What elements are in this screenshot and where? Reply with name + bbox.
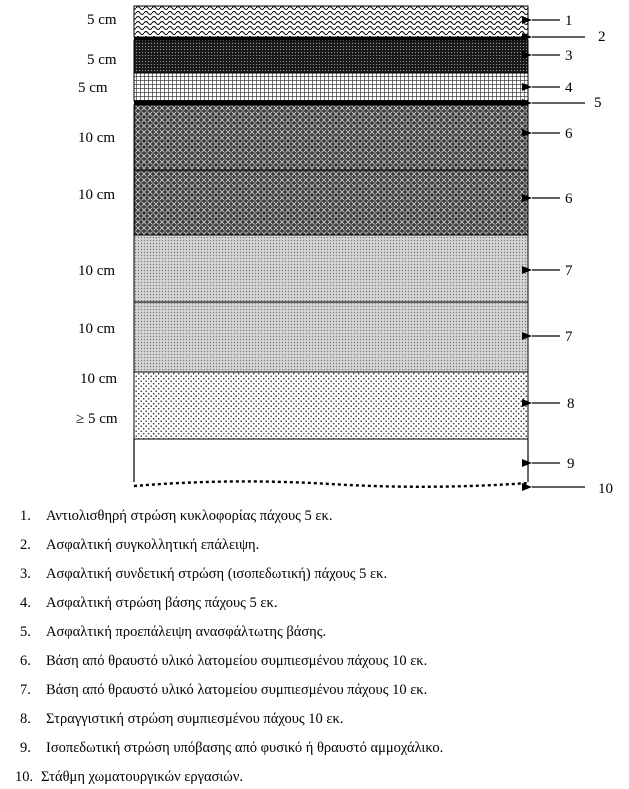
thickness-label-layer-3: 5 cm	[87, 52, 117, 68]
legend-item-6	[20, 653, 427, 669]
legend-text: Ασφαλτική συνδετική στρώση (ισοπεδωτική) πάχους 5 εκ.	[46, 566, 388, 582]
callout-7b: 7	[565, 329, 573, 345]
legend-text: Ισοπεδωτική στρώση υπόβασης από φυσικό ή θραυστό αμμοχάλικο.	[46, 740, 444, 756]
legend-item-4	[20, 595, 277, 611]
legend-item-2	[20, 537, 259, 553]
legend-num: 8.	[20, 711, 31, 727]
thickness-label-layer-9: ≥ 5 cm	[76, 411, 118, 427]
callout-3: 3	[565, 48, 573, 64]
layer-3-binder-course	[134, 40, 528, 73]
legend-item-8	[20, 711, 343, 727]
legend-num: 1.	[20, 508, 31, 524]
layer-7-crushed-base-lower	[134, 302, 528, 372]
layer-7-crushed-base-upper	[134, 235, 528, 302]
legend-text: Στραγγιστική στρώση συμπιεσμένου πάχους 10 εκ.	[46, 711, 344, 727]
layer-6-crushed-base-lower	[134, 170, 528, 235]
layer-8-drainage	[134, 372, 528, 439]
callout-arrows	[532, 20, 585, 487]
thickness-label-layer-7b: 10 cm	[78, 321, 116, 337]
legend-num: 10.	[15, 769, 34, 785]
thickness-label-layer-1: 5 cm	[87, 12, 117, 28]
legend-text: Ασφαλτική προεπάλειψη ανασφάλτωτης βάσης.	[46, 624, 327, 640]
legend-text: Βάση από θραυστό υλικό λατομείου συμπιεσμένου πάχους 10 εκ.	[46, 682, 428, 698]
thickness-label-layer-6b: 10 cm	[78, 187, 116, 203]
thickness-label-layer-7a: 10 cm	[78, 263, 116, 279]
legend-num: 7.	[20, 682, 31, 698]
callout-2: 2	[598, 29, 606, 45]
legend-item-1	[20, 508, 332, 524]
callout-6a: 6	[565, 126, 573, 142]
legend-text: Ασφαλτική συγκολλητική επάλειψη.	[46, 537, 260, 553]
legend-num: 3.	[20, 566, 31, 582]
legend-text: Αντιολισθηρή στρώση κυκλοφορίας πάχους 5 εκ.	[46, 508, 333, 524]
layer-4-asphalt-base	[134, 73, 528, 101]
legend-num: 6.	[20, 653, 31, 669]
legend-item-9	[20, 740, 443, 756]
legend-item-10	[15, 769, 244, 785]
legend-item-7	[20, 682, 427, 698]
legend-num: 2.	[20, 537, 31, 553]
callout-6b: 6	[565, 191, 573, 207]
callout-10: 10	[598, 481, 613, 497]
legend-text: Ασφαλτική στρώση βάσης πάχους 5 εκ.	[46, 595, 278, 611]
layer-5-prime-coat	[134, 101, 528, 105]
legend-num: 9.	[20, 740, 31, 756]
layer-6-crushed-base-upper	[134, 105, 528, 170]
layer-10-earthworks-level	[134, 481, 528, 486]
callout-9: 9	[567, 456, 575, 472]
callout-5: 5	[594, 95, 602, 111]
layer-1-wearing-course	[134, 6, 528, 37]
callout-4: 4	[565, 80, 573, 96]
callout-7a: 7	[565, 263, 573, 279]
thickness-label-layer-8: 10 cm	[80, 371, 118, 387]
thickness-label-layer-4: 5 cm	[78, 80, 108, 96]
legend-item-5	[20, 624, 326, 640]
legend-text: Βάση από θραυστό υλικό λατομείου συμπιεσμένου πάχους 10 εκ.	[46, 653, 428, 669]
legend-num: 4.	[20, 595, 31, 611]
callout-8: 8	[567, 396, 575, 412]
legend-num: 5.	[20, 624, 31, 640]
callout-1: 1	[565, 13, 573, 29]
legend-item-3	[20, 566, 387, 582]
thickness-label-layer-6a: 10 cm	[78, 130, 116, 146]
legend-text: Στάθμη χωματουργικών εργασιών.	[41, 769, 244, 785]
layer-9-subbase	[134, 439, 528, 482]
